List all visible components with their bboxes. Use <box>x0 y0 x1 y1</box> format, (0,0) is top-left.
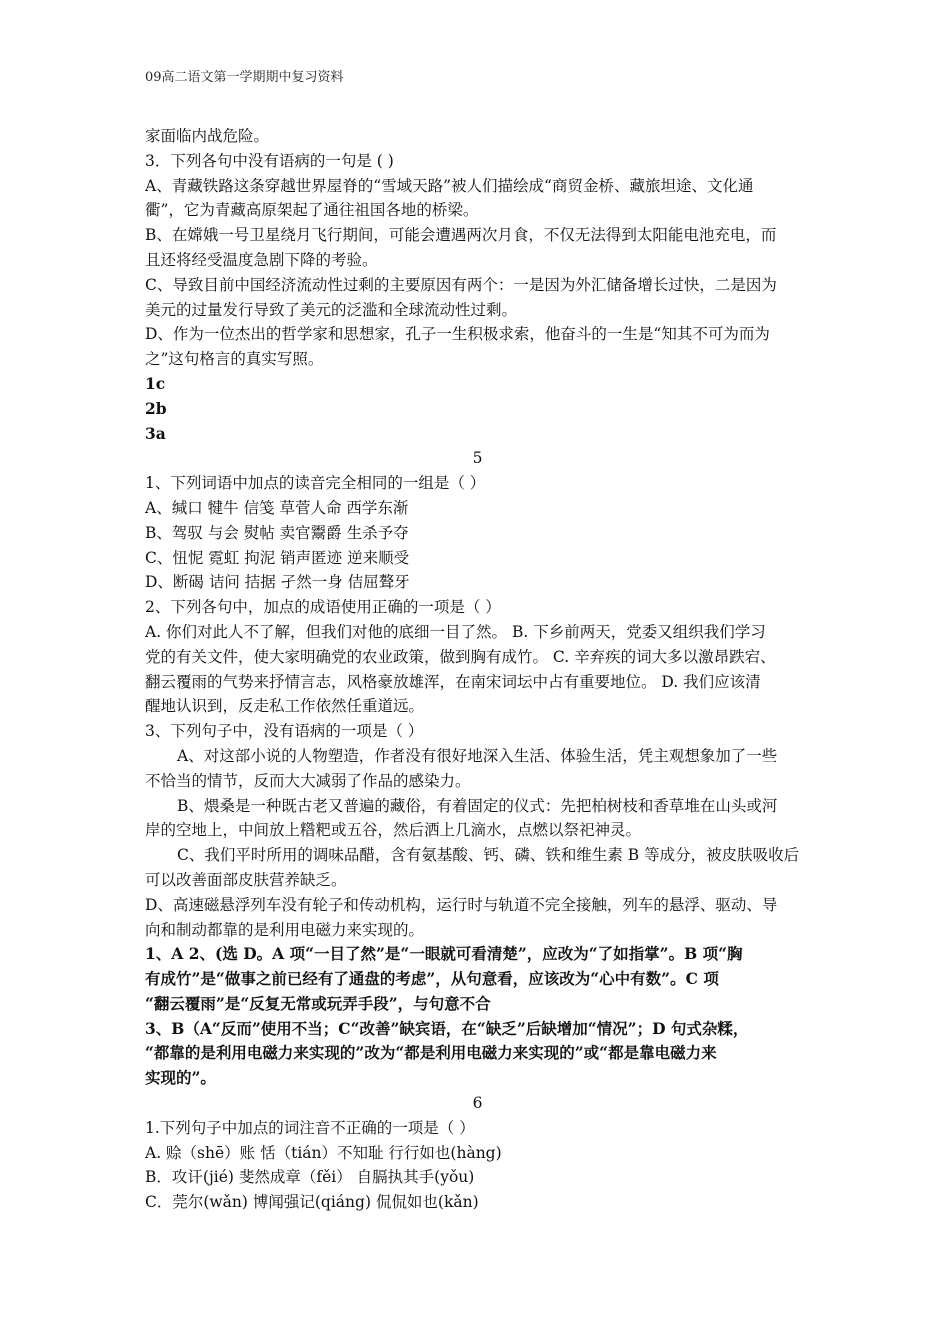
text-line: C、忸怩 霓虹 拘泥 销声匿迹 逆来顺受 <box>145 548 410 567</box>
text-line: “翻云覆雨”是“反复无常或玩弄手段”，与句意不合 <box>145 993 491 1013</box>
document-body <box>145 124 810 1215</box>
text-line: 且还将经受温度急剧下降的考验。 <box>145 250 378 269</box>
text-line: 可以改善面部皮肤营养缺乏。 <box>145 870 347 889</box>
text-line: 1.下列句子中加点的词注音不正确的一项是（ ） <box>145 1118 475 1137</box>
text-line: 衢”，它为青藏高原架起了通往祖国各地的桥梁。 <box>145 201 479 220</box>
text-line: 党的有关文件，使大家明确党的农业政策，做到胸有成竹。 C. 辛弃疾的词大多以激昂跌宕、 <box>145 647 776 666</box>
text-line: D、断碣 诘问 拮据 孑然一身 佶屈聱牙 <box>145 573 410 592</box>
text-line: 2、下列各句中，加点的成语使用正确的一项是（ ） <box>145 598 501 617</box>
text-line: 醒地认识到，反走私工作依然任重道远。 <box>145 697 425 716</box>
page-header: 09高二语文第一学期期中复习资料 <box>145 70 344 85</box>
text-line: B、煨桑是一种既古老又普遍的藏俗，有着固定的仪式：先把柏树枝和香草堆在山头或河 <box>177 796 778 815</box>
text-line: 翻云覆雨的气势来抒情言志，风格豪放雄浑，在南宋词坛中占有重要地位。 D. 我们应该清 <box>145 672 761 691</box>
text-line: 岸的空地上，中间放上糌粑或五谷，然后洒上几滴水，点燃以祭祀神灵。 <box>145 821 642 840</box>
text-line: A、青藏铁路这条穿越世界屋脊的“雪域天路”被人们描绘成“商贸金桥、藏旅坦途、文化通 <box>145 176 754 195</box>
text-line: 6 <box>472 1094 483 1113</box>
text-line: 向和制动都靠的是利用电磁力来实现的。 <box>145 920 425 939</box>
text-line: 1c <box>145 373 166 393</box>
text-line: D、作为一位杰出的哲学家和思想家，孔子一生积极求索，他奋斗的一生是“知其不可为而为 <box>145 325 770 344</box>
text-line: D、高速磁悬浮列车没有轮子和传动机构，运行时与轨道不完全接触，列车的悬浮、驱动、导 <box>145 895 778 914</box>
text-line: 家面临内战危险。 <box>145 127 270 145</box>
text-line: 3．下列各句中没有语病的一句是 ( ) <box>145 151 394 170</box>
text-line: B、在嫦娥一号卫星绕月飞行期间，可能会遭遇两次月食，不仅无法得到太阳能电池充电，而 <box>145 226 777 245</box>
text-line: 3a <box>145 423 166 443</box>
text-line: B、驾驭 与会 熨帖 卖官鬻爵 生杀予夺 <box>145 523 409 542</box>
text-line: 2b <box>145 398 167 418</box>
text-line: A. 你们对此人不了解，但我们对他的底细一目了然。 B. 下乡前两天，党委又组织我们学习 <box>145 622 766 641</box>
text-line: 3、B（A“反而”使用不当；C“改善”缺宾语，在“缺乏”后缺增加“情况”；D 句式杂糅， <box>145 1018 749 1038</box>
text-line: 1、下列词语中加点的读音完全相同的一组是（ ） <box>145 474 486 493</box>
text-line: A. 赊（shē）账 恬（tián）不知耻 行行如也(hàng) <box>145 1143 502 1162</box>
text-line: A、缄口 犍牛 信笺 草菅人命 西学东渐 <box>145 498 409 517</box>
text-line: C、我们平时所用的调味品醋，含有氨基酸、钙、磷、铁和维生素 B 等成分，被皮肤吸收后 <box>177 846 800 865</box>
text-line: “都靠的是利用电磁力来实现的”改为“都是利用电磁力来实现的”或“都是靠电磁力来 <box>145 1043 717 1063</box>
text-line: C、导致目前中国经济流动性过剩的主要原因有两个：一是因为外汇储备增长过快，二是因为 <box>145 275 777 294</box>
text-line: A、对这部小说的人物塑造，作者没有很好地深入生活、体验生活，凭主观想象加了一些 <box>177 746 778 765</box>
text-line: 3、下列句子中，没有语病的一项是（ ） <box>145 722 424 741</box>
text-line: 实现的”。 <box>145 1068 216 1088</box>
text-line: 美元的过量发行导致了美元的泛滥和全球流动性过剩。 <box>145 300 518 319</box>
text-line: 不恰当的情节，反而大大减弱了作品的感染力。 <box>145 771 471 790</box>
text-line: 有成竹”是“做事之前已经有了通盘的考虑”，从句意看，应该改为“心中有数”。C 项 <box>145 969 719 989</box>
text-line: 之”这句格言的真实写照。 <box>145 350 324 369</box>
text-line: C．莞尔(wǎn) 博闻强记(qiáng) 侃侃如也(kǎn) <box>145 1193 479 1212</box>
text-line: B．攻讦(jié) 斐然成章（fěi） 自膈执其手(yǒu) <box>145 1168 475 1187</box>
text-line: 1、A 2、(选 D。A 项“一目了然”是“一眼就可看清楚”，应改为“了如指掌”。B 项“胸 <box>145 944 743 964</box>
text-line: 5 <box>472 449 483 468</box>
